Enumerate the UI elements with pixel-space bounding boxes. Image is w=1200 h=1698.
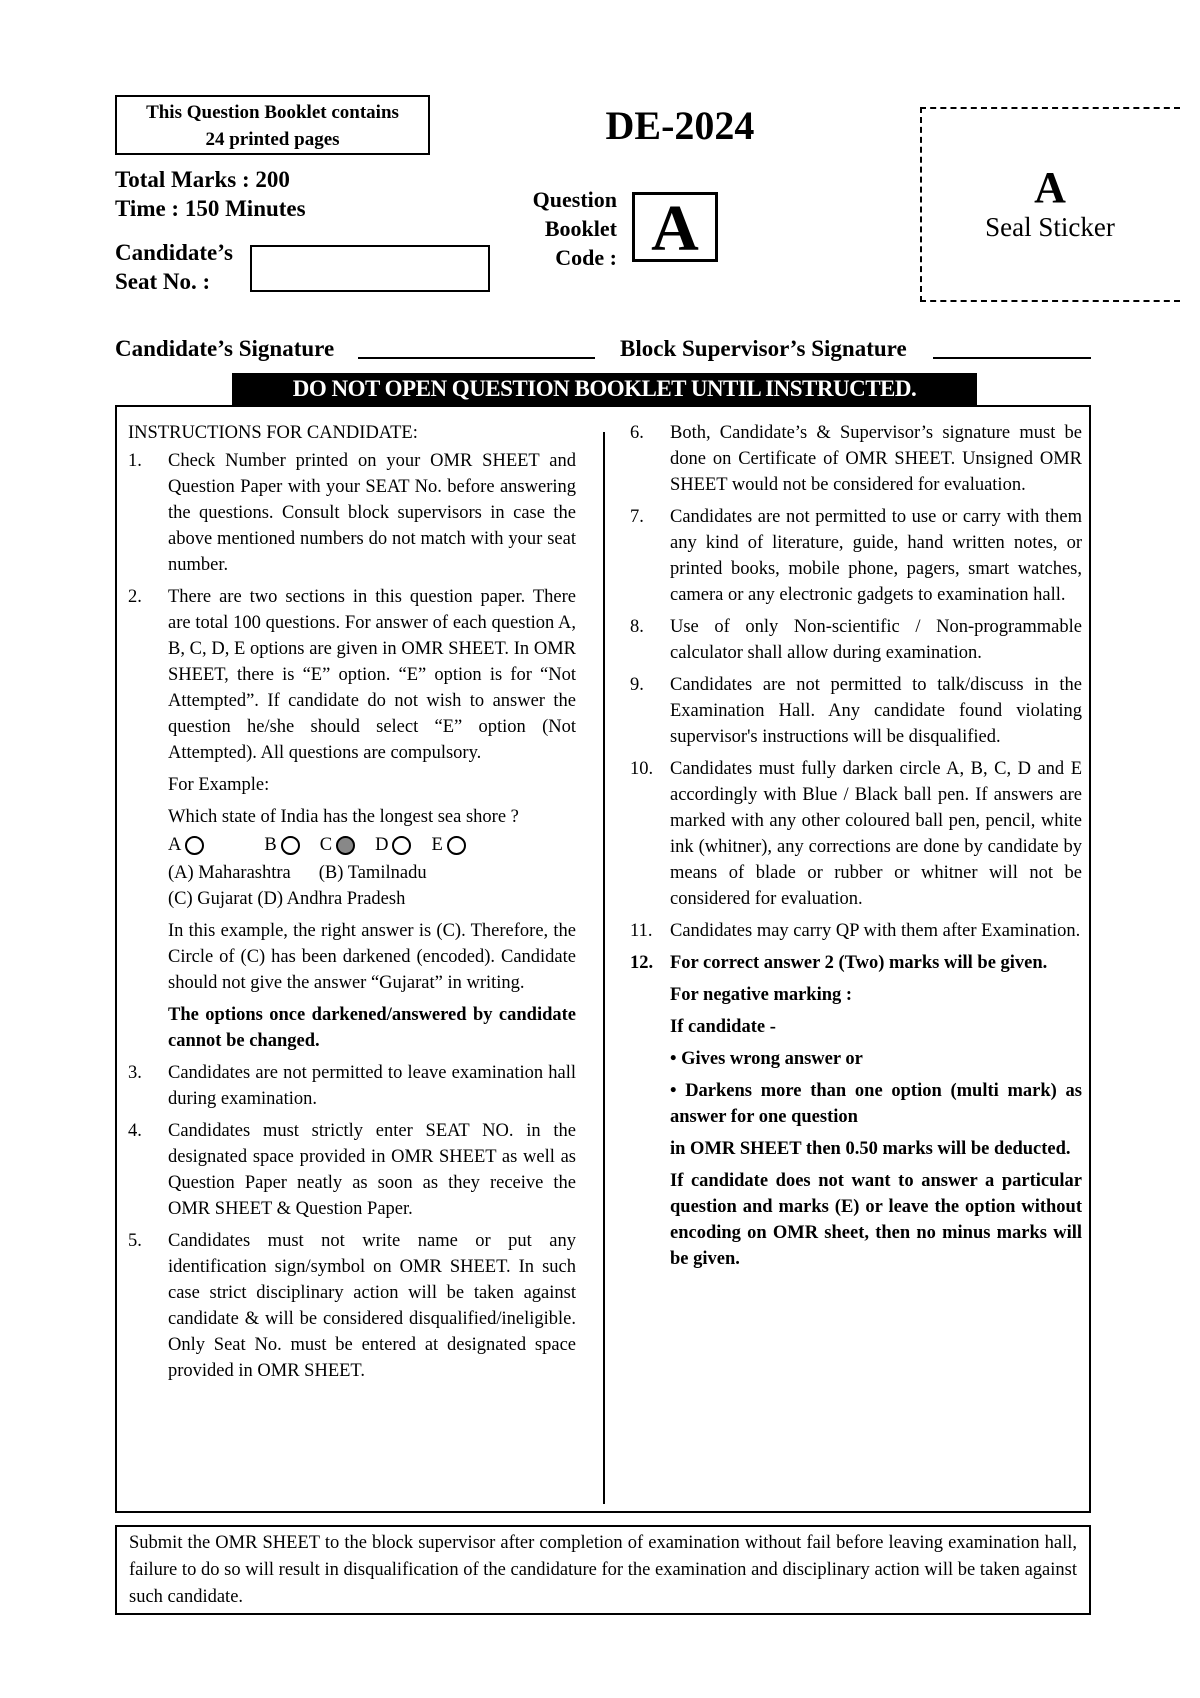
answer-a: (A) Maharashtra [168,863,291,883]
item-text: Candidates may carry QP with them after Examination. [670,921,1081,941]
option-label: D [375,835,389,855]
example-question: Which state of India has the longest sea shore ? [168,807,519,827]
option-e [431,832,465,858]
item-number: 2. [128,587,142,607]
time-allowed: Time : 150 Minutes [115,196,306,221]
answer-b: (B) Tamilnadu [318,863,427,883]
option-a-bubble-icon [185,836,204,855]
instructions-heading: INSTRUCTIONS FOR CANDIDATE: [128,423,418,443]
negative-marking-label: For negative marking : [670,985,853,1005]
seat-label-line2: Seat No. : [115,269,211,294]
item-number: 10. [630,759,654,779]
total-marks: Total Marks : 200 [115,167,290,192]
answer-cd: (C) Gujarat (D) Andhra Pradesh [168,889,406,909]
option-d-bubble-icon [392,836,411,855]
item-text: Candidates are not permitted to talk/discuss in the Examination Hall. Any candidate found violating supervisor's instructions will be disqualified. [670,675,1082,747]
instruction-item-6 [630,420,1082,498]
booklet-label-line1: Question [532,187,617,212]
option-label: C [319,835,333,855]
item-text: Use of only Non-scientific / Non-programmable calculator shall allow during examination. [670,617,1082,663]
page-count-box [115,95,430,155]
page-count-line1: This Question Booklet contains [146,102,399,123]
instruction-item-9 [630,672,1082,750]
instruction-item-11 [630,918,1082,944]
instruction-item-5 [128,1228,576,1384]
no-minus-note: If candidate does not want to answer a particular question and marks (E) or leave the option without encoding on OMR sheet, then no minus marks will be given. [670,1171,1082,1269]
seat-label-line1: Candidate’s [115,240,233,265]
seat-number-field[interactable] [250,245,490,292]
option-label: E [431,835,443,855]
seal-code: A [1034,163,1066,212]
supervisor-signature-line[interactable] [933,357,1091,359]
instruction-item-3 [128,1060,576,1112]
instructions-left-column [128,420,576,1390]
item-number: 9. [630,675,644,695]
example-explanation: In this example, the right answer is (C). Therefore, the Circle of (C) has been darkened (encoded). Candidate should not give the answer “Gujarat” in writing. [168,921,576,993]
item-text: There are two sections in this question paper. There are total 100 questions. For answer of each question A, B, C, D, E options are given in OMR SHEET. In OMR SHEET, there is “E” option. “E” option is for “Not Attempted”. If candidate do not wish to answer the question he/she should select “E” option (Not Attempted). All questions are compulsory. [168,587,576,763]
column-divider [603,432,605,1504]
example-label: For Example: [168,775,270,795]
submission-notice: Submit the OMR SHEET to the block supervisor after completion of examination without fail before leaving examination hall, failure to do so will result in disqualification of the candidature for the examination and disciplinary action will be taken against such candidate. [115,1525,1091,1615]
booklet-label-line2: Booklet [544,216,617,241]
item-text: Both, Candidate’s & Supervisor’s signature must be done on Certificate of OMR SHEET. Unsigned OMR SHEET would not be considered for evaluation. [670,423,1082,495]
item-text: Candidates are not permitted to use or carry with them any kind of literature, guide, hand written notes, or printed books, mobile phone, pagers, smart watches, camera or any electronic gadgets to examination hall. [670,507,1082,605]
option-d [375,832,411,858]
item-number: 8. [630,617,644,637]
instruction-item-4 [128,1118,576,1222]
warning-banner: DO NOT OPEN QUESTION BOOKLET UNTIL INSTRUCTED. [232,373,977,405]
item-body [168,584,576,1054]
item-number: 4. [128,1121,142,1141]
option-c-filled-bubble-icon [336,836,355,855]
option-label: A [168,835,182,855]
correct-answer-marks: For correct answer 2 (Two) marks will be given. [670,953,1048,973]
option-b-bubble-icon [281,836,300,855]
item-number: 11. [630,921,653,941]
deduction-note: in OMR SHEET then 0.50 marks will be deducted. [670,1139,1071,1159]
page-count-line2: 24 printed pages [205,129,340,150]
seat-number-label [115,238,233,296]
booklet-code-value: A [632,192,718,262]
instruction-item-2 [128,584,576,1054]
negative-bullet-1: • Gives wrong answer or [670,1049,863,1069]
item-text: Candidates must not write name or put any identification sign/symbol on OMR SHEET. In such case strict disciplinary action will be taken against candidate & will be considered disqualified/ineligible. Only Seat No. must be entered at designated space provided in OMR SHEET. [168,1231,576,1381]
supervisor-signature-label: Block Supervisor’s Signature [620,336,907,361]
item-number: 3. [128,1063,142,1083]
instructions-right-column [630,420,1082,1278]
marks-time-block [115,165,306,223]
candidate-signature-line[interactable] [358,357,595,359]
item-number: 6. [630,423,644,443]
booklet-code-label [505,185,617,272]
item-text: Check Number printed on your OMR SHEET and Question Paper with your SEAT No. before answering the questions. Consult block supervisors in case the above mentioned numbers do not match with your seat number. [168,451,576,575]
negative-bullet-2: • Darkens more than one option (multi mark) as answer for one question [670,1081,1082,1127]
instruction-item-10 [630,756,1082,912]
instruction-item-7 [630,504,1082,608]
option-e-bubble-icon [447,836,466,855]
item-body [670,950,1082,1272]
option-a [168,832,204,858]
item-number: 1. [128,451,142,471]
seal-sticker-label: Seal Sticker [985,212,1115,242]
item-text: Candidates must fully darken circle A, B, C, D and E accordingly with Blue / Black ball pen. If answers are marked with any other coloured ball pen, pencil, white ink (whitner), any corrections are done by candidate by means of blade or rubber or whitner will not be considered for evaluation. [670,759,1082,909]
item-text: Candidates are not permitted to leave examination hall during examination. [168,1063,576,1109]
example-answers-row1 [168,860,576,886]
candidate-signature-label: Candidate’s Signature [115,336,335,361]
options-final-note: The options once darkened/answered by candidate cannot be changed. [168,1005,576,1051]
option-label: B [264,835,277,855]
exam-code-title: DE-2024 [605,103,755,148]
if-candidate-label: If candidate - [670,1017,776,1037]
item-number: 5. [128,1231,142,1251]
item-number: 7. [630,507,644,527]
item-text: Candidates must strictly enter SEAT NO. in the designated space provided in OMR SHEET as well as Question Paper neatly as soon as they receive the OMR SHEET & Question Paper. [168,1121,576,1219]
example-options [168,832,576,858]
option-b [264,832,299,858]
item-number: 12. [630,953,654,973]
instruction-item-8 [630,614,1082,666]
booklet-label-line3: Code : [555,245,617,270]
instruction-item-1 [128,448,576,578]
instruction-item-12 [630,950,1082,1272]
option-c [320,832,355,858]
